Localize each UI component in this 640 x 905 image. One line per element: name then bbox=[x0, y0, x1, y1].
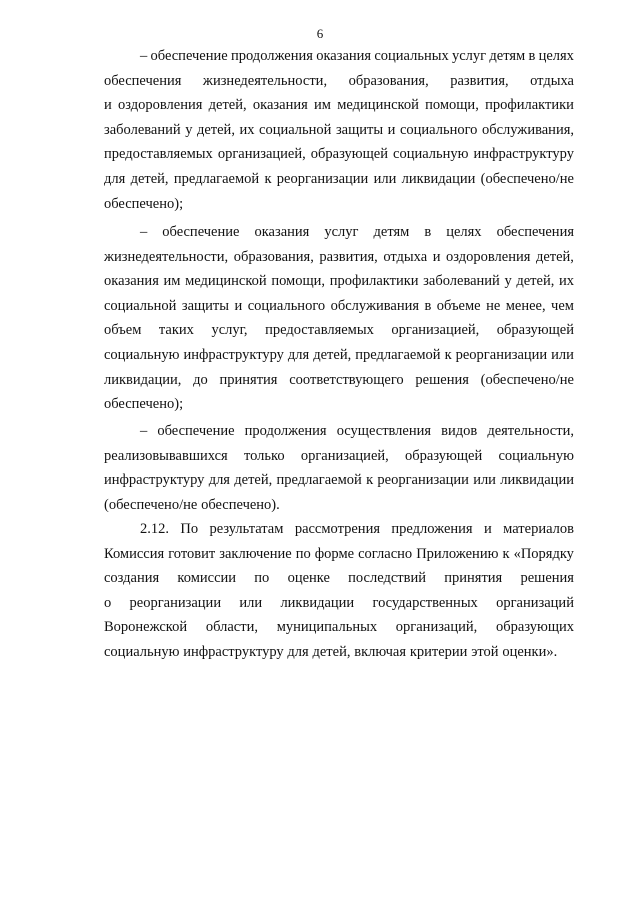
word: инфраструктуру bbox=[183, 346, 284, 363]
word: заключение bbox=[219, 545, 292, 562]
word: услуг bbox=[324, 224, 359, 240]
text-line bbox=[104, 392, 574, 417]
word: оценке bbox=[287, 570, 330, 587]
word: государственных bbox=[372, 594, 478, 611]
word: включая bbox=[354, 643, 407, 660]
word: реорганизации bbox=[377, 472, 469, 489]
word: медицинской bbox=[337, 97, 419, 114]
word: социальную bbox=[393, 146, 469, 163]
word: услуг bbox=[451, 48, 487, 64]
word: образующей bbox=[496, 322, 574, 339]
word: отдыха bbox=[530, 72, 574, 89]
word: реорганизации bbox=[455, 346, 548, 363]
word: их bbox=[239, 121, 255, 138]
word: организаций bbox=[496, 594, 574, 611]
text-line bbox=[104, 69, 574, 94]
word: для bbox=[104, 170, 126, 187]
word: к bbox=[444, 346, 452, 363]
text-line bbox=[104, 419, 574, 444]
word: организацией, bbox=[391, 322, 480, 339]
word: инфраструктуру bbox=[183, 643, 284, 660]
word: оздоровления bbox=[446, 248, 531, 265]
word: для bbox=[287, 643, 309, 660]
page-number: 6 bbox=[316, 26, 324, 41]
word: жизнедеятельности, bbox=[104, 248, 229, 265]
word: объеме bbox=[436, 297, 481, 314]
word: организаций, bbox=[395, 619, 478, 636]
word: оценки». bbox=[502, 643, 558, 660]
word: обеспечения bbox=[496, 224, 574, 240]
text-line bbox=[104, 192, 574, 217]
word: и bbox=[484, 521, 492, 537]
text-line bbox=[104, 269, 574, 294]
word: предоставляемых bbox=[104, 146, 213, 163]
word: Приложению bbox=[416, 545, 499, 562]
word: – bbox=[140, 224, 148, 240]
word: рассмотрения bbox=[294, 521, 380, 537]
word: ликвидации, bbox=[104, 371, 182, 388]
paragraph bbox=[104, 419, 574, 517]
word: области, bbox=[205, 619, 258, 636]
paragraph bbox=[104, 44, 574, 216]
word: По bbox=[180, 521, 199, 537]
word: осуществления bbox=[336, 423, 432, 439]
word: у bbox=[185, 121, 193, 138]
text-line bbox=[104, 44, 574, 69]
word: ликвидации bbox=[500, 472, 574, 489]
word: последствий bbox=[348, 570, 426, 587]
text-line bbox=[104, 591, 574, 616]
word: реорганизации bbox=[276, 170, 369, 187]
word: (обеспечено/не bbox=[480, 170, 574, 187]
word: обеспечение bbox=[150, 48, 228, 64]
word: критерии bbox=[409, 643, 468, 660]
word: комиссии bbox=[177, 570, 237, 587]
word: детей, bbox=[234, 472, 273, 489]
word: помощи, bbox=[271, 273, 326, 290]
word: менее, bbox=[505, 297, 546, 314]
word: решения bbox=[520, 570, 574, 587]
word: видов bbox=[441, 423, 478, 439]
word: – bbox=[140, 48, 148, 64]
word: им bbox=[163, 273, 181, 290]
word: 2.12. bbox=[140, 521, 169, 537]
word: помощи, bbox=[425, 97, 479, 114]
word: или bbox=[373, 170, 397, 187]
text-line bbox=[104, 245, 574, 270]
text-line bbox=[104, 640, 574, 665]
word: и bbox=[104, 97, 112, 114]
word: детей, bbox=[535, 248, 574, 265]
word: форме bbox=[314, 545, 355, 562]
word: обеспечение bbox=[162, 224, 240, 240]
word: «Порядку bbox=[513, 545, 574, 562]
word: образующих bbox=[496, 619, 574, 636]
word: по bbox=[295, 545, 311, 562]
word: создания bbox=[104, 570, 160, 587]
word: социальную bbox=[498, 447, 574, 464]
word: оздоровления bbox=[118, 97, 203, 114]
word: обеспечено); bbox=[104, 195, 184, 212]
word: реализовывавшихся bbox=[104, 447, 228, 464]
word: защиты bbox=[335, 121, 384, 138]
word: образования, bbox=[348, 72, 429, 89]
word: Воронежской bbox=[104, 619, 188, 636]
text-line bbox=[104, 368, 574, 393]
word: деятельности, bbox=[487, 423, 574, 439]
text-line bbox=[104, 542, 574, 567]
word: материалов bbox=[503, 521, 574, 537]
word: только bbox=[243, 447, 285, 464]
word: объем bbox=[104, 322, 142, 339]
word: организацией, bbox=[300, 447, 389, 464]
word: продолжения bbox=[244, 423, 327, 439]
word: предлагаемой bbox=[355, 346, 441, 363]
word: результатам bbox=[209, 521, 284, 537]
word: или bbox=[473, 472, 496, 489]
word: детей, bbox=[516, 273, 555, 290]
word: их bbox=[558, 273, 574, 290]
word: предлагаемой bbox=[276, 472, 362, 489]
word: о bbox=[104, 594, 112, 611]
word: социальных bbox=[374, 48, 449, 64]
word: – bbox=[140, 423, 148, 439]
word: к bbox=[502, 545, 510, 562]
word: оказания bbox=[254, 224, 310, 240]
word: обслуживания, bbox=[481, 121, 574, 138]
word: детей, bbox=[130, 170, 169, 187]
word: по bbox=[254, 570, 270, 587]
word: жизнедеятельности, bbox=[202, 72, 328, 89]
word: (обеспечено/не bbox=[480, 371, 574, 388]
word: предоставляемых bbox=[265, 322, 374, 339]
word: организацией, bbox=[217, 146, 306, 163]
word: социальную bbox=[104, 643, 180, 660]
word: обеспечения bbox=[104, 72, 182, 89]
word: детям bbox=[489, 48, 526, 64]
word: в bbox=[424, 297, 432, 314]
word: решения bbox=[415, 371, 469, 388]
word: социального bbox=[247, 297, 326, 314]
text-line bbox=[104, 220, 574, 245]
text-line bbox=[104, 444, 574, 469]
word: предложения bbox=[391, 521, 473, 537]
word: к bbox=[264, 170, 272, 187]
word: не bbox=[486, 297, 501, 314]
word: детей, bbox=[312, 643, 351, 660]
word: оказания bbox=[104, 273, 159, 290]
word: в bbox=[528, 48, 536, 64]
word: или bbox=[551, 346, 574, 363]
word: целях bbox=[538, 48, 574, 64]
word: социальной bbox=[259, 121, 332, 138]
word: и bbox=[432, 248, 441, 265]
word: детей, bbox=[208, 97, 247, 114]
text-line bbox=[104, 493, 574, 518]
paragraph bbox=[104, 517, 574, 665]
word: заболеваний bbox=[104, 121, 181, 138]
word: образования, bbox=[233, 248, 314, 265]
word: готовит bbox=[168, 545, 216, 562]
text-line bbox=[104, 318, 574, 343]
word: оказания bbox=[252, 97, 308, 114]
word: реорганизации bbox=[129, 594, 222, 611]
word: для bbox=[287, 346, 310, 363]
word: продолжения bbox=[230, 48, 313, 64]
word: до bbox=[193, 371, 208, 388]
word: социальной bbox=[104, 297, 177, 314]
word: принятия bbox=[219, 371, 278, 388]
word: таких bbox=[158, 322, 194, 339]
word: профилактики bbox=[485, 97, 574, 114]
text-line bbox=[104, 468, 574, 493]
word: развития, bbox=[450, 72, 509, 89]
word: Комиссия bbox=[104, 545, 165, 562]
word: принятия bbox=[444, 570, 503, 587]
word: предлагаемой bbox=[173, 170, 260, 187]
word: детям bbox=[373, 224, 410, 240]
word: для bbox=[208, 472, 230, 489]
word: целях bbox=[446, 224, 482, 240]
word: ликвидации bbox=[401, 170, 476, 187]
word: этой bbox=[471, 643, 499, 660]
word: согласно bbox=[358, 545, 413, 562]
text-line bbox=[104, 142, 574, 167]
word: образующей bbox=[310, 146, 388, 163]
text-line bbox=[104, 566, 574, 591]
text-line bbox=[104, 118, 574, 143]
text-line bbox=[104, 93, 574, 118]
word: заболеваний bbox=[423, 273, 500, 290]
text-line bbox=[104, 517, 574, 542]
word: им bbox=[314, 97, 331, 114]
text-line bbox=[104, 615, 574, 640]
word: у bbox=[504, 273, 512, 290]
word: отдыха bbox=[383, 248, 428, 265]
word: социального bbox=[399, 121, 478, 138]
word: инфраструктуру bbox=[473, 146, 574, 163]
word: услуг, bbox=[211, 322, 248, 339]
word: (обеспечено/не bbox=[104, 496, 198, 513]
word: и bbox=[234, 297, 243, 314]
paragraph bbox=[104, 220, 574, 417]
text-line bbox=[104, 294, 574, 319]
word: детей, bbox=[313, 346, 352, 363]
word: медицинской bbox=[185, 273, 267, 290]
word: защиты bbox=[181, 297, 230, 314]
word: социальную bbox=[104, 346, 180, 363]
word: чем bbox=[551, 297, 574, 314]
word: образующей bbox=[405, 447, 483, 464]
word: соответствующего bbox=[289, 371, 404, 388]
word: обеспечено); bbox=[104, 396, 184, 413]
word: развития, bbox=[319, 248, 378, 265]
word: или bbox=[239, 594, 263, 611]
word: детей, bbox=[196, 121, 235, 138]
word: муниципальных bbox=[276, 619, 378, 636]
word: и bbox=[387, 121, 396, 138]
word: профилактики bbox=[329, 273, 419, 290]
word: обеспечение bbox=[157, 423, 235, 439]
word: к bbox=[366, 472, 374, 489]
word: инфраструктуру bbox=[104, 472, 205, 489]
text-line bbox=[104, 343, 574, 368]
word: в bbox=[424, 224, 432, 240]
text-line bbox=[104, 167, 574, 192]
word: оказания bbox=[316, 48, 372, 64]
word: ликвидации bbox=[280, 594, 355, 611]
word: обслуживания bbox=[330, 297, 420, 314]
word: обеспечено). bbox=[201, 496, 280, 513]
